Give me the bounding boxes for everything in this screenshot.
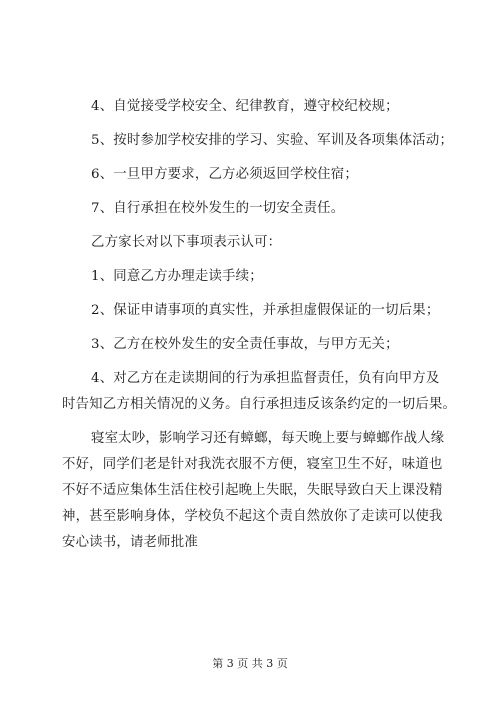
reason-paragraph (62, 426, 448, 556)
parent-item-1: 1、同意乙方办理走读手续； (91, 269, 263, 284)
clause-4: 4、自觉接受学校安全、纪律教育，遵守校纪校规； (91, 99, 399, 114)
reason-line-1: 寝室太吵，影响学习还有蟑螂，每天晚上要与蟑螂作战人缘 (91, 431, 445, 446)
parent-heading: 乙方家长对以下事项表示认可： (91, 235, 282, 250)
parent-item-4 (62, 366, 457, 418)
reason-line-5: 安心读书，请老师批准 (62, 535, 198, 550)
parent-item-3: 3、乙方在校外发生的安全责任事故，与甲方无关； (91, 337, 399, 352)
reason-line-3: 不好不适应集体生活住校引起晚上失眠，失眠导致白天上课没精 (62, 483, 443, 498)
clause-5: 5、按时参加学校安排的学习、实验、军训及各项集体活动； (91, 133, 454, 148)
document-body (62, 94, 457, 556)
parent-item-4-line-2: 时告知乙方相关情况的义务。自行承担违反该条约定的一切后果。 (62, 397, 457, 412)
reason-line-4: 神，甚至影响身体，学校负不起这个责自然放你了走读可以使我 (62, 509, 443, 524)
page-footer: 第 3 页 共 3 页 (212, 657, 288, 670)
clause-6: 6、一旦甲方要求，乙方必须返回学校住宿； (91, 167, 358, 182)
clause-7: 7、自行承担在校外发生的一切安全责任。 (91, 201, 345, 216)
reason-line-2: 不好，同学们老是针对我洗衣服不方便，寝室卫生不好，味道也 (62, 457, 443, 472)
parent-item-2: 2、保证申请事项的真实性，并承担虚假保证的一切后果； (91, 303, 440, 318)
parent-item-4-line-1: 4、对乙方在走读期间的行为承担监督责任，负有向甲方及 (91, 371, 440, 386)
